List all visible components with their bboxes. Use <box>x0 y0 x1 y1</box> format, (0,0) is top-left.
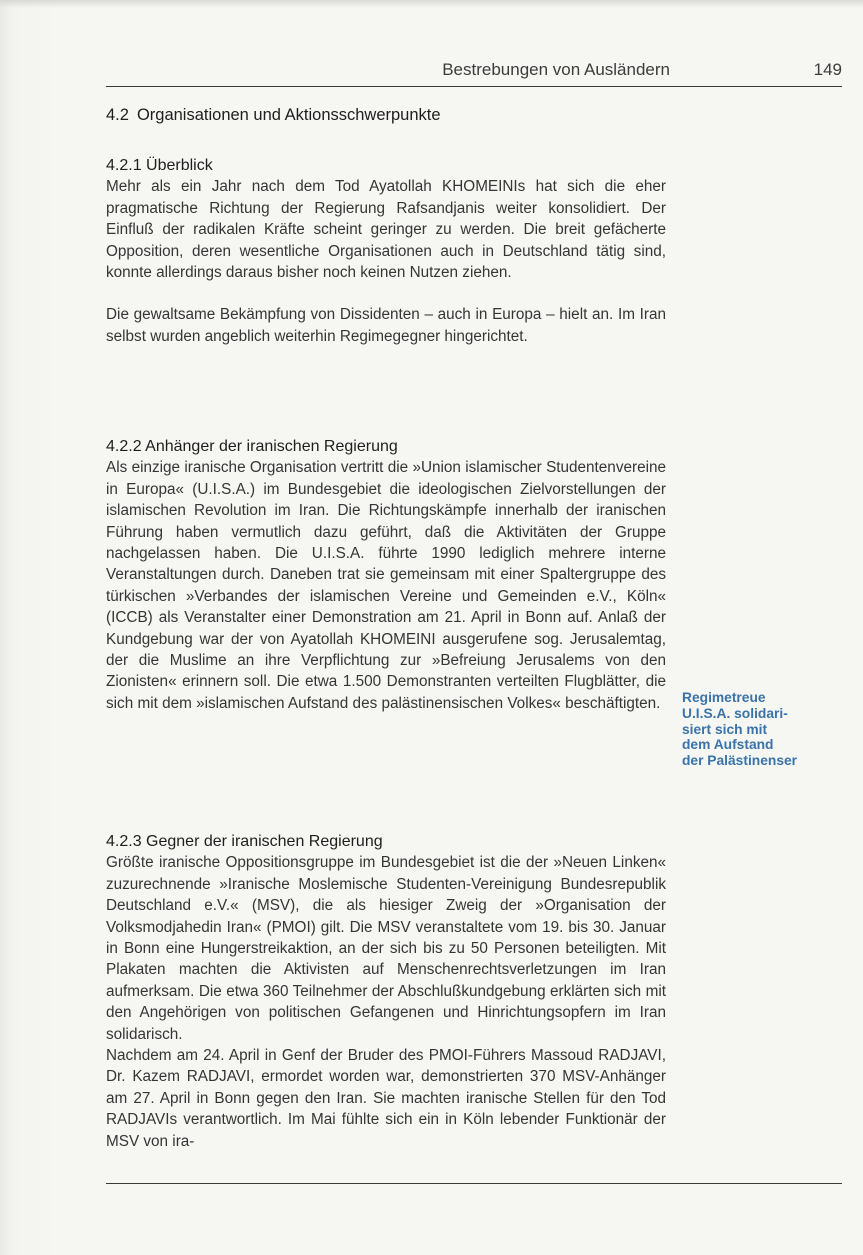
paragraph: Nachdem am 24. April in Genf der Bruder des PMOI-Führers Massoud RADJAVI, Dr. Kazem RADJAVI, ermordet worden war, demonstrierten 370 MSV-Anhänger am 27. April in Bonn gegen den Iran. Sie machten iranische Stellen für den Tod RADJAVIs verantwortlich. Im Mai fühlte sich ein in Köln lebender Funktionär der MSV von ira- <box>106 1047 666 1150</box>
margin-note <box>682 690 847 769</box>
subsection-opponents <box>106 831 666 1152</box>
paragraph: Mehr als ein Jahr nach dem Tod Ayatollah KHOMEINIs hat sich die eher pragmatische Richtung der Regierung Rafsandjanis weiter konsolidiert. Der Einfluß der radikalen Kräfte scheint geringer zu werden. Die breit gefächerte Opposition, deren wesentliche Organisationen auch in Deutschland tätig sind, konnte allerdings daraus bisher noch keinen Nutzen ziehen. <box>106 178 666 282</box>
section-number: 4.2 <box>106 106 129 124</box>
paragraph: Größte iranische Oppositionsgruppe im Bundesgebiet ist die der »Neuen Linken« zuzurechnende »Iranische Moslemische Studenten-Vereinigung Bundesrepublik Deutschland e.V.« (MSV), die als hiesiger Zweig der »Organisation der Volksmodjahedin Iran« (PMOI) gilt. Die MSV veranstaltete vom 19. bis 30. Januar in Bonn eine Hungerstreikaktion, an der sich bis zu 50 Personen beteiligten. Mit Plakaten machten die Aktivisten auf Menschenrechtsverletzungen im Iran aufmerksam. Die etwa 360 Teilnehmer der Abschlußkundgebung erklärten sich mit den Angehörigen von politischen Gefangenen und Hinrichtungsopfern im Iran solidarisch. <box>106 854 666 1043</box>
margin-note-line: der Palästinenser <box>682 753 798 769</box>
running-header <box>106 56 842 87</box>
subsection-heading: 4.2.2 Anhänger der iranischen Regierung <box>106 438 398 455</box>
scan-shadow <box>0 0 863 8</box>
footer-rule <box>106 1183 842 1184</box>
margin-note-line: U.I.S.A. solidari- <box>682 705 788 721</box>
paragraph: Als einzige iranische Organisation vertritt die »Union islamischer Studentenvereine in Europa« (U.I.S.A.) im Bundesgebiet die ideologischen Zielvorstellungen der islamischen Revolution im Iran. Die Richtungskämpfe innerhalb der iranischen Führung haben vermutlich dazu geführt, daß die Aktivitäten der Gruppe nachgelassen haben. Die U.I.S.A. führte 1990 lediglich mehrere interne Veranstaltungen durch. Daneben trat sie gemeinsam mit einer Spaltergruppe des türkischen »Verbandes der islamischen Vereine und Gemeinden e.V., Köln« (ICCB) als Veranstalter einer Demonstration am 21. April in Bonn auf. Anlaß der Kundgebung war der von Ayatollah KHOMEINI ausgerufene sog. Jerusalemtag, der die Muslime an ihre Verpflichtung zur »Befreiung Jerusalems von den Zionisten« erinnern soll. Die etwa 1.500 Demonstranten verteilten Flugblätter, die sich mit dem »islamischen Aufstand des palästinensischen Volkes« beschäftigten. <box>106 459 666 712</box>
margin-note-line: Regimetreue <box>682 690 766 705</box>
running-title: Bestrebungen von Ausländern <box>442 60 670 79</box>
section-heading <box>106 106 441 125</box>
margin-note-line: siert sich mit <box>682 721 768 737</box>
margin-note-line: dem Aufstand <box>682 737 774 753</box>
subsection-heading: 4.2.1 Überblick <box>106 157 213 174</box>
page-number: 149 <box>813 60 842 79</box>
subsection-heading: 4.2.3 Gegner der iranischen Regierung <box>106 833 383 850</box>
paragraph: Die gewaltsame Bekämpfung von Dissidenten – auch in Europa – hielt an. Im Iran selbst wurden angeblich weiterhin Regimegegner hingerichtet. <box>106 306 666 345</box>
subsection-overview <box>106 155 666 347</box>
section-title: Organisationen und Aktionsschwerpunkte <box>136 106 441 124</box>
subsection-supporters <box>106 436 666 714</box>
